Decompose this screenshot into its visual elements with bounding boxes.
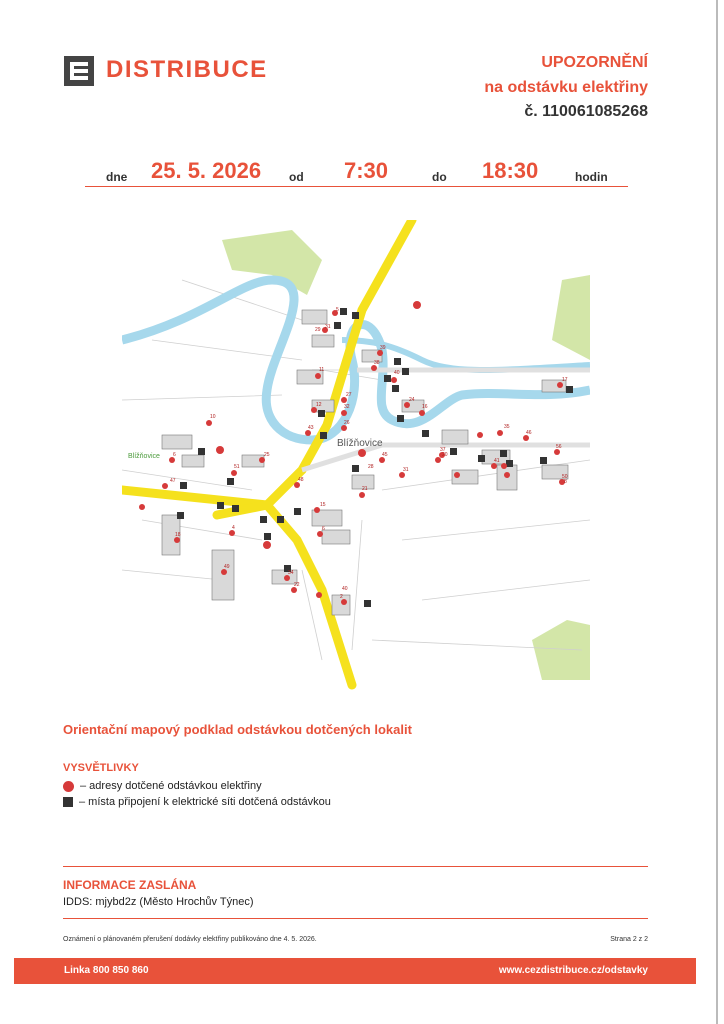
house-number-label: 37: [440, 447, 446, 453]
house-number-label: 40: [394, 370, 400, 376]
house-number-label: 16: [422, 404, 428, 410]
house-number-label: 32: [344, 404, 350, 410]
house-number-label: 35: [504, 424, 510, 430]
house-number-label: 29: [315, 327, 321, 333]
house-number-label: 31: [403, 467, 409, 473]
logo-text: DISTRIBUCE: [106, 56, 268, 83]
house-number-label: 47: [170, 478, 176, 484]
house-number-label: 6: [322, 526, 325, 532]
notice-title: UPOZORNĚNÍ: [541, 54, 648, 71]
footer-bar: [14, 958, 696, 984]
page-number: Strana 2 z 2: [610, 936, 648, 943]
house-number-label: 6: [173, 452, 176, 458]
house-number-label: 43: [308, 425, 314, 431]
legend-connection-label: – místa připojení k elektrické síti dotčená odstávkou: [79, 796, 331, 808]
house-number-label: 40: [342, 586, 348, 592]
info-divider-top: [63, 866, 648, 867]
house-number-label: 2: [340, 594, 343, 600]
map-caption: Orientační mapový podklad odstávkou dotčených lokalit: [63, 722, 412, 737]
house-number-label: 28: [368, 464, 374, 470]
house-number-label: 12: [316, 402, 322, 408]
outage-date: 25. 5. 2026: [151, 158, 262, 183]
legend-heading: VYSVĚTLIVKY: [63, 762, 139, 774]
house-number-label: 8: [564, 479, 567, 485]
house-number-label: 38: [374, 360, 380, 366]
house-number-label: 51: [234, 464, 240, 470]
legend-address: [63, 780, 262, 792]
house-number-label: 10: [210, 414, 216, 420]
house-number-label: 18: [175, 532, 181, 538]
scan-edge: [716, 0, 718, 1024]
schedule-divider: [85, 186, 628, 187]
house-number-label: 48: [298, 477, 304, 483]
footer-url[interactable]: www.cezdistribuce.cz/odstavky: [498, 965, 648, 976]
from-label: od: [289, 170, 304, 184]
house-number-label: 24: [409, 397, 415, 403]
house-number-label: 45: [382, 452, 388, 458]
house-number-label: 4: [232, 525, 235, 531]
house-number-label: 17: [562, 377, 568, 383]
house-number-label: 41: [494, 458, 500, 464]
house-number-label: 27: [346, 392, 352, 398]
info-heading: INFORMACE ZASLÁNA: [63, 878, 197, 892]
house-number-label: 34: [288, 570, 294, 576]
to-label: do: [432, 170, 447, 184]
info-text: IDDS: mjybd2z (Město Hrochův Týnec): [63, 896, 254, 908]
house-number-label: 56: [556, 444, 562, 450]
address-dot-icon: [63, 781, 74, 792]
house-number-label: 15: [320, 502, 326, 508]
house-number-label: 49: [224, 564, 230, 570]
house-number-label: 20: [442, 452, 448, 458]
legend-connection: [63, 796, 331, 808]
notice-subtitle: na odstávku elektřiny: [484, 79, 648, 96]
legend-address-label: – adresy dotčené odstávkou elektřiny: [80, 780, 262, 792]
footer-phone: Linka 800 850 860: [64, 965, 149, 976]
place-label-main: Blížňovice: [337, 438, 383, 449]
house-number-label: 25: [264, 452, 270, 458]
connection-square-icon: [63, 797, 73, 807]
logo-icon: [64, 56, 94, 86]
house-number-label: 39: [380, 345, 386, 351]
house-number-label: 50: [562, 474, 568, 480]
time-from: 7:30: [344, 158, 389, 183]
date-label: dne: [106, 170, 128, 184]
hours-label: hodin: [575, 170, 608, 184]
house-number-label: 31: [325, 324, 331, 330]
publication-note: Oznámení o plánovaném přerušení dodávky elektřiny publikováno dne 4. 5. 2026.: [63, 936, 317, 943]
house-number-label: 22: [294, 582, 300, 588]
place-label-green: Blížňovice: [128, 453, 160, 460]
time-to: 18:30: [482, 158, 539, 183]
house-number-label: 46: [526, 430, 532, 436]
house-number-label: 21: [362, 486, 368, 492]
info-divider-bottom: [63, 918, 648, 919]
notice-number: č. 110061085268: [524, 103, 648, 120]
house-number-label: 11: [319, 367, 325, 373]
outage-map: [122, 220, 590, 690]
house-number-label: 26: [344, 420, 350, 426]
house-number-label: 5: [336, 307, 339, 313]
